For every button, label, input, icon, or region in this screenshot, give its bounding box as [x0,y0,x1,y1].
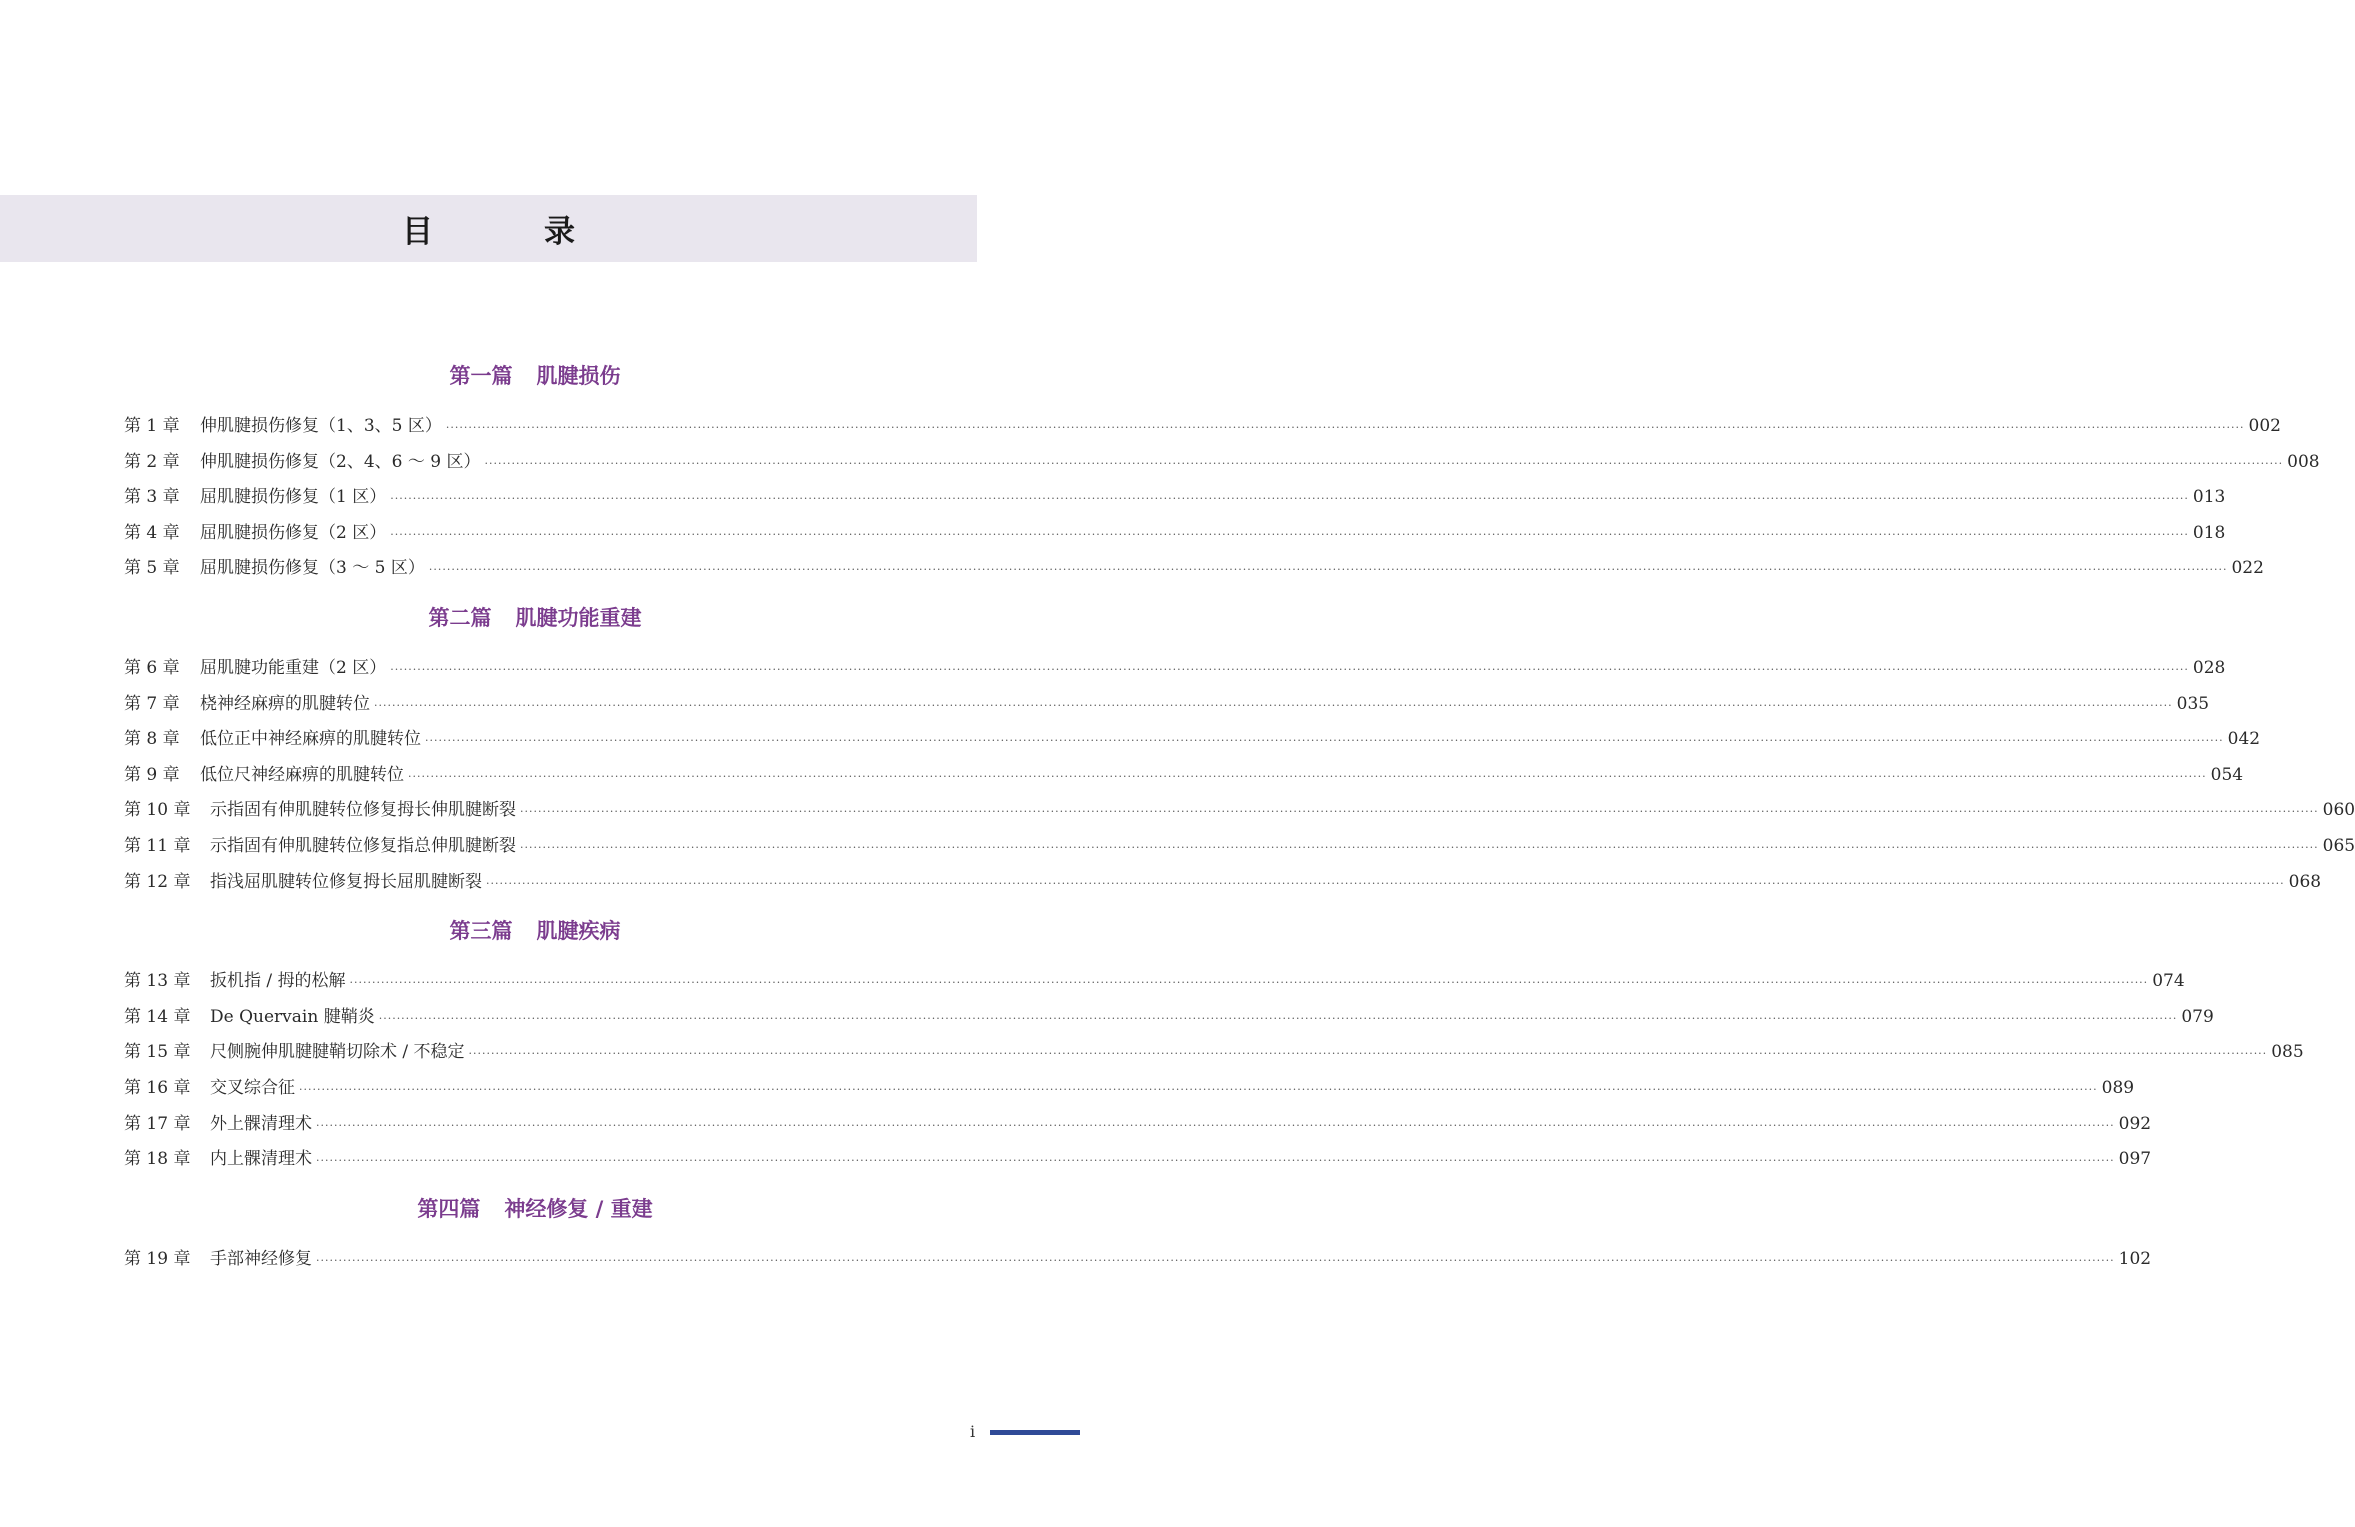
toc-entry[interactable] [124,1142,2152,1178]
page-ref: 074 [2152,971,2185,992]
page-ref: 097 [2118,1149,2152,1170]
chapter-number: 第 16 章 [124,1077,191,1098]
chapter-number: 第 15 章 [124,1042,191,1063]
toc-entry[interactable] [124,445,2320,481]
chapter-title: 桡神经麻痹的肌腱转位 [200,693,370,714]
chapter-title: 示指固有伸肌腱转位修复指总伸肌腱断裂 [210,835,516,856]
chapter-number: 第 10 章 [124,800,191,821]
chapter-title: De Quervain 腱鞘炎 [210,1006,375,1027]
chapter-title: 扳机指 / 拇的松解 [210,971,346,992]
toc-entry[interactable] [124,687,2210,723]
dot-leader: ················································································································································································································································································································································································································ [390,527,2189,541]
chapter-number: 第 6 章 [124,657,180,678]
dot-leader: ················································································································································································································································································································································································································ [299,1082,2098,1096]
dot-leader: ················································································································································································································································································································································································································ [408,769,2207,783]
toc-entry[interactable] [124,829,2355,865]
chapter-title: 屈肌腱损伤修复（2 区） [200,522,387,543]
chapter-number: 第 13 章 [124,971,191,992]
page-ref: 054 [2210,764,2244,785]
part-title: 神经修复 / 重建 [504,1196,653,1221]
part-heading [124,913,946,949]
chapter-title: 指浅屈肌腱转位修复拇长屈肌腱断裂 [210,871,482,892]
chapter-number: 第 3 章 [124,487,180,508]
chapter-number: 第 19 章 [124,1248,191,1269]
page-ref: 018 [2192,522,2226,543]
part-number: 第一篇 [449,364,513,388]
chapter-number: 第 14 章 [124,1006,191,1027]
toc-entry[interactable] [124,865,2322,901]
toc-entry[interactable] [124,1242,2152,1278]
toc-entry[interactable] [124,1035,2304,1071]
toc-entry[interactable] [124,758,2244,794]
part-title: 肌腱损伤 [536,364,621,388]
title-band [0,195,977,262]
chapter-title: 伸肌腱损伤修复（2、4、6 ～ 9 区） [200,451,481,472]
chapter-title: 伸肌腱损伤修复（1、3、5 区） [200,416,442,436]
chapter-number: 第 4 章 [124,522,180,543]
dot-leader: ················································································································································································································································································································································································································ [374,698,2173,712]
toc-entry[interactable] [124,516,2226,552]
chapter-title: 内上髁清理术 [210,1149,312,1170]
page-ref: 068 [2288,871,2322,892]
toc-entry[interactable] [124,1000,2214,1036]
page-ref: 089 [2101,1077,2135,1098]
part-heading [124,600,946,636]
toc-entry[interactable] [124,551,2264,587]
table-of-contents [124,358,2355,1277]
part-number: 第三篇 [449,919,513,944]
chapter-number: 第 18 章 [124,1149,191,1170]
chapter-title: 手部神经修复 [210,1248,312,1269]
dot-leader: ················································································································································································································································································································································································································ [484,456,2284,470]
page-ref: 079 [2181,1006,2214,1027]
page-number: i [970,1422,976,1441]
part-heading [124,1191,946,1227]
page-ref: 092 [2118,1113,2152,1134]
page-ref: 102 [2118,1248,2152,1269]
chapter-title: 示指固有伸肌腱转位修复拇长伸肌腱断裂 [210,800,516,821]
toc-entry[interactable] [124,1107,2152,1143]
dot-leader: ················································································································································································································································································································································································································ [425,734,2224,748]
toc-entry[interactable] [124,722,2261,758]
dot-leader: ················································································································································································································································································································································································································ [486,876,2285,890]
part-heading [124,358,946,394]
page-ref: 085 [2271,1042,2304,1063]
page-ref: 042 [2227,729,2261,750]
chapter-number: 第 11 章 [124,835,191,856]
toc-entry[interactable] [124,480,2226,516]
page-ref: 028 [2192,657,2226,678]
chapter-title: 低位尺神经麻痹的肌腱转位 [200,764,404,785]
toc-entry[interactable] [124,1071,2135,1107]
chapter-title: 屈肌腱功能重建（2 区） [200,657,387,678]
part-title: 肌腱疾病 [536,919,621,944]
chapter-number: 第 7 章 [124,693,180,714]
chapter-number: 第 12 章 [124,871,191,892]
toc-entry[interactable] [124,651,2226,687]
chapter-title: 屈肌腱损伤修复（3 ～ 5 区） [200,558,425,579]
dot-leader: ················································································································································································································································································································································································································ [316,1118,2115,1132]
chapter-number: 第 8 章 [124,729,180,750]
chapter-title: 尺侧腕伸肌腱腱鞘切除术 / 不稳定 [210,1042,465,1063]
page-ref: 002 [2248,416,2281,436]
page-ref: 060 [2322,800,2355,821]
page-ref: 008 [2287,451,2320,472]
chapter-number: 第 5 章 [124,558,180,579]
chapter-title: 外上髁清理术 [210,1113,312,1134]
part-title: 肌腱功能重建 [515,605,642,630]
toc-entry[interactable] [124,793,2355,829]
toc-entry[interactable] [124,409,2281,445]
dot-leader: ················································································································································································································································································································································································································ [445,421,2245,434]
dot-leader: ················································································································································································································································································································································································································ [316,1253,2115,1267]
dot-leader: ················································································································································································································································································································································································································ [390,662,2189,676]
chapter-number: 第 1 章 [124,416,180,436]
dot-leader: ················································································································································································································································································································································································································ [468,1047,2268,1061]
page-ref: 065 [2322,835,2355,856]
page-ref: 013 [2192,487,2226,508]
part-number: 第二篇 [428,605,492,630]
page-title: 目 录 [402,214,615,250]
dot-leader: ················································································································································································································································································································································································································ [390,492,2189,506]
chapter-number: 第 17 章 [124,1113,191,1134]
dot-leader: ················································································································································································································································································································································································································ [428,563,2228,577]
dot-leader: ················································································································································································································································································································································································································ [520,805,2319,819]
dot-leader: ················································································································································································································································································································································································································ [378,1011,2178,1025]
chapter-number: 第 9 章 [124,764,180,785]
part-number: 第四篇 [417,1196,481,1221]
chapter-title: 低位正中神经麻痹的肌腱转位 [200,729,421,750]
chapter-number: 第 2 章 [124,451,180,472]
dot-leader: ················································································································································································································································································································································································································ [316,1154,2115,1168]
dot-leader: ················································································································································································································································································································································································································ [349,976,2149,990]
page-accent-bar [990,1430,1080,1435]
chapter-title: 交叉综合征 [210,1077,295,1098]
page-ref: 035 [2176,693,2210,714]
dot-leader: ················································································································································································································································································································································································································ [520,840,2319,854]
chapter-title: 屈肌腱损伤修复（1 区） [200,487,387,508]
toc-entry[interactable] [124,964,2185,1000]
page-ref: 022 [2231,558,2264,579]
